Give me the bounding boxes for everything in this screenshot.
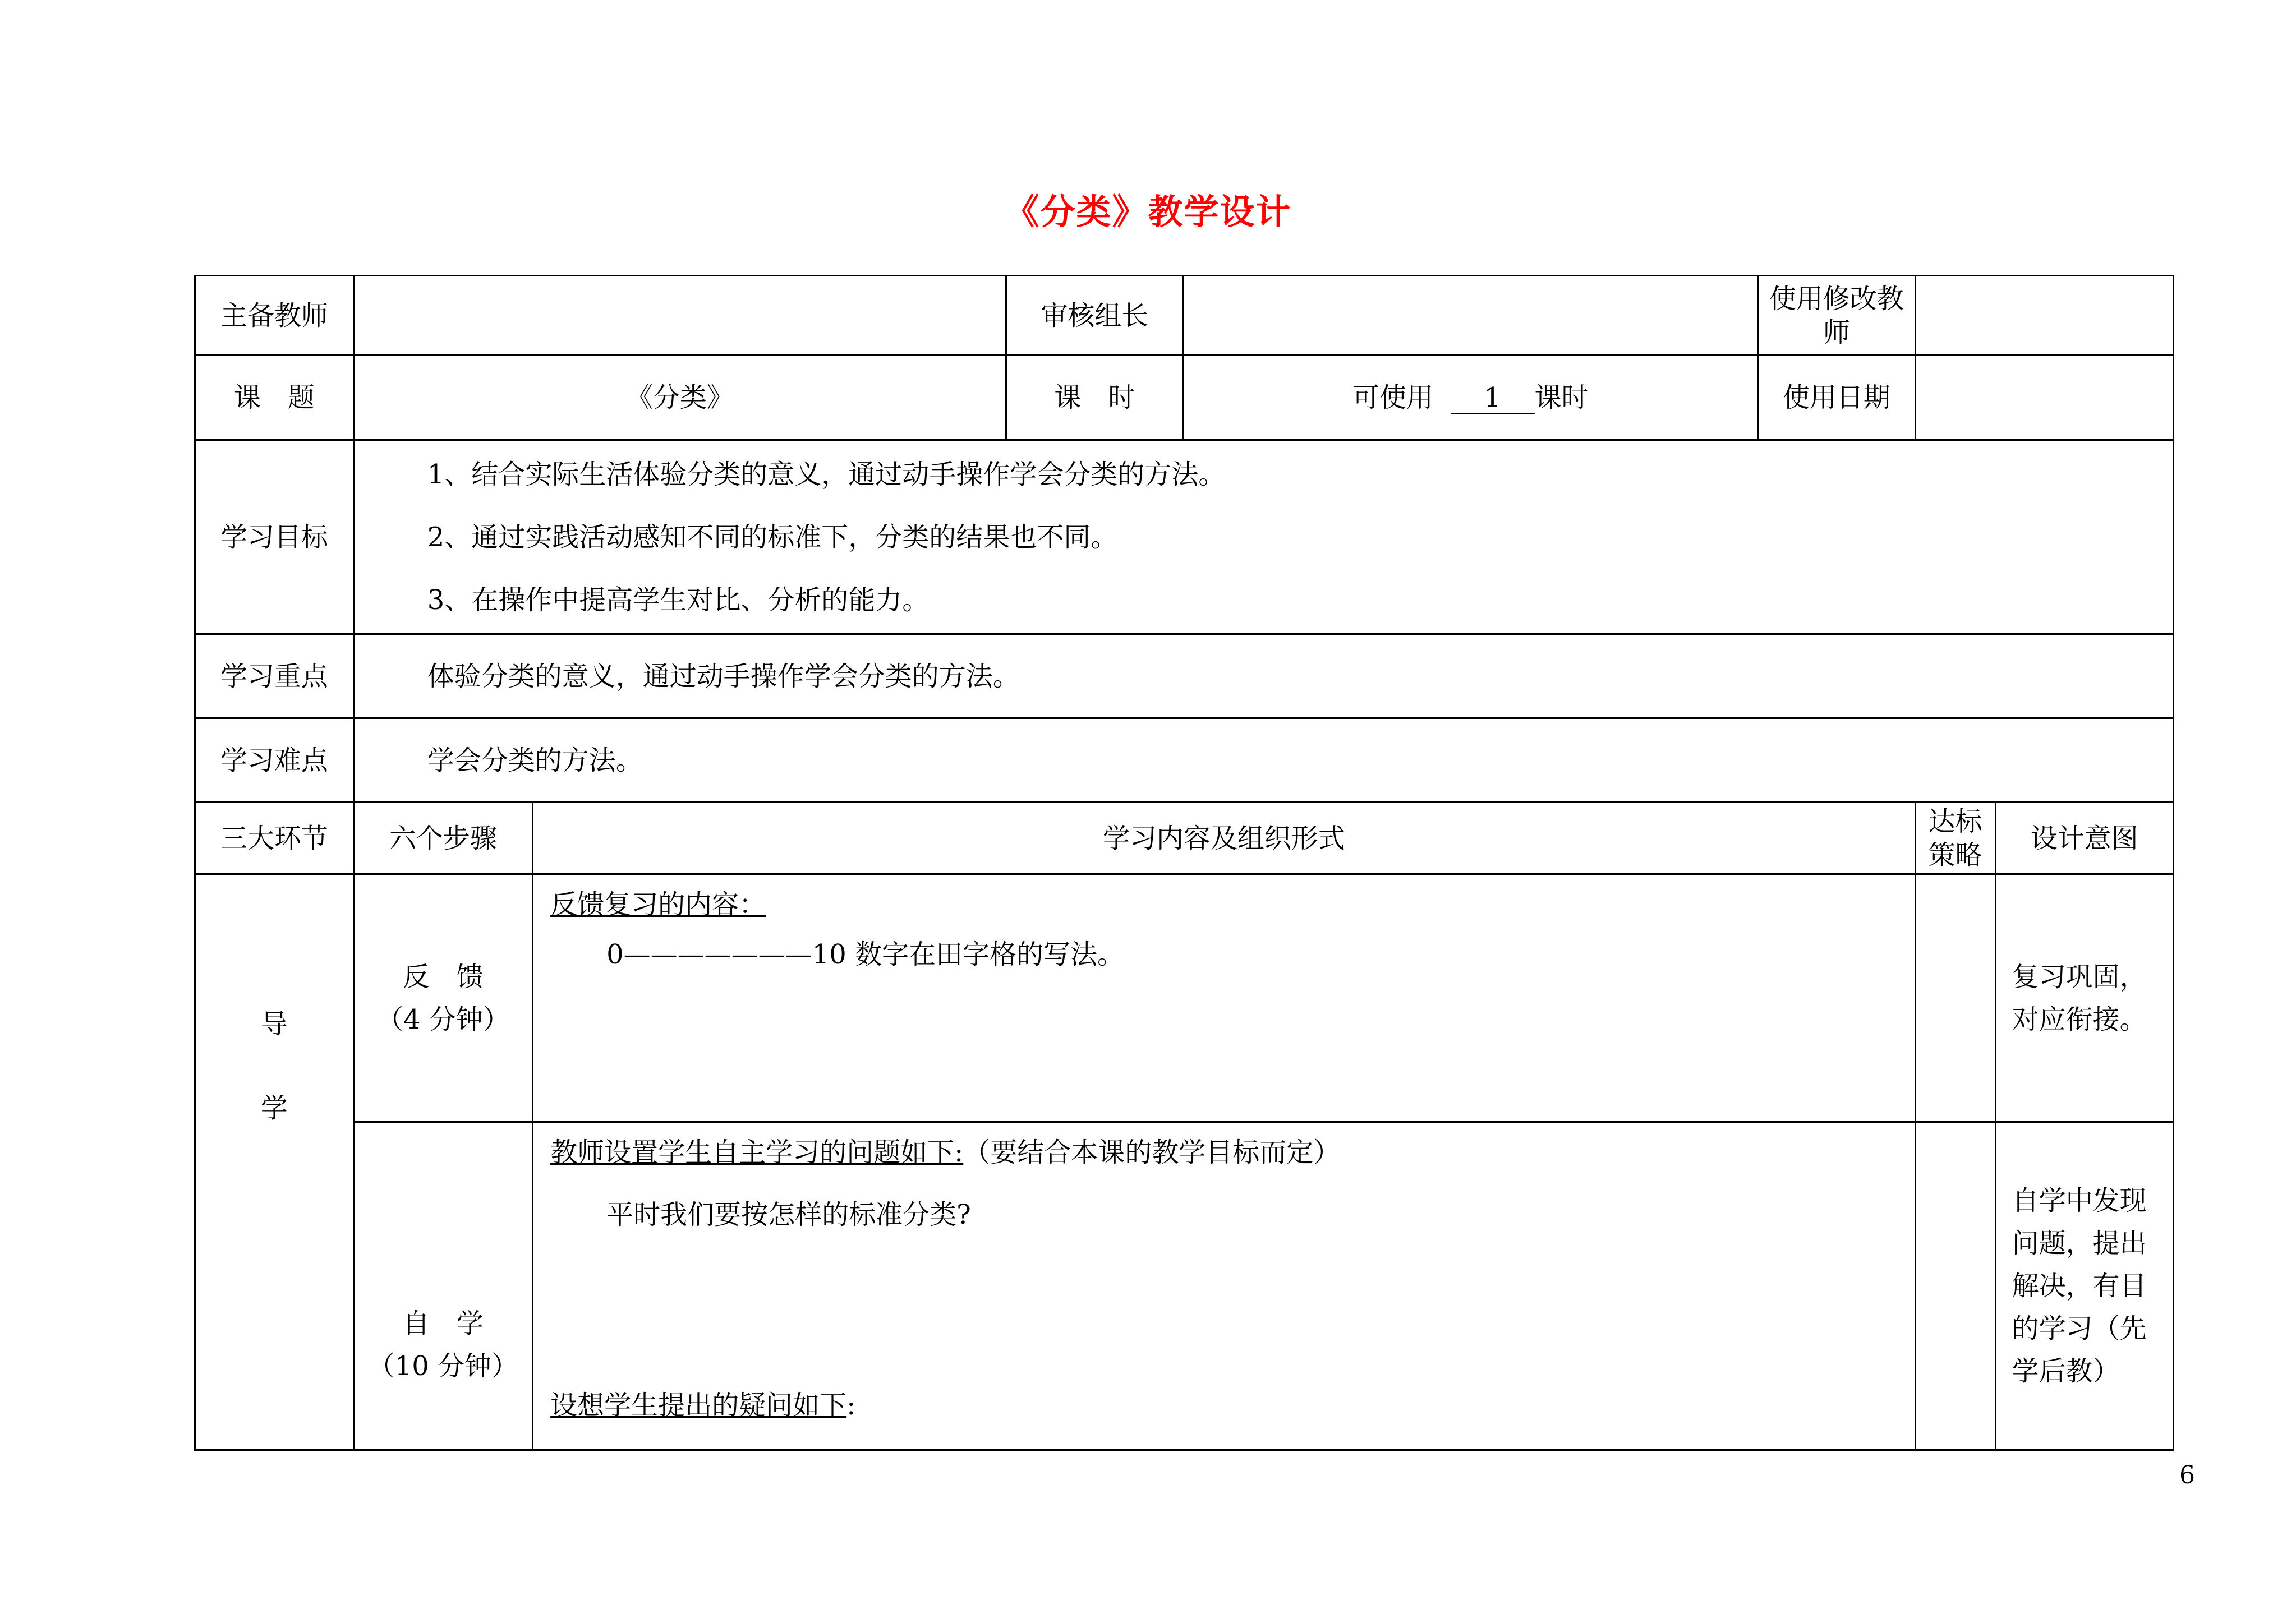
objective-item: 3、在操作中提高学生对比、分析的能力。 bbox=[427, 584, 930, 616]
selfstudy-step-name: 自 学 bbox=[402, 1308, 484, 1339]
col-step-header: 六个步骤 bbox=[353, 803, 532, 874]
lesson-plan-table bbox=[194, 275, 2174, 1451]
key-point-label: 学习重点 bbox=[195, 634, 354, 718]
student-question-heading: 设想学生提出的疑问如下 bbox=[550, 1390, 847, 1421]
modifier-value[interactable] bbox=[1915, 276, 2173, 356]
main-teacher-label: 主备教师 bbox=[195, 276, 354, 356]
objectives-label: 学习目标 bbox=[195, 440, 354, 634]
feedback-step-time: （4 分钟） bbox=[376, 1003, 510, 1035]
document-title: 《分类》教学设计 bbox=[1004, 191, 1292, 232]
stage-guide bbox=[195, 874, 354, 1450]
selfstudy-content-heading-line bbox=[550, 1135, 1898, 1170]
date-label: 使用日期 bbox=[1758, 356, 1916, 440]
hours-suffix: 课时 bbox=[1534, 382, 1589, 413]
feedback-content bbox=[533, 874, 1916, 1122]
objective-item: 2、通过实践活动感知不同的标准下，分类的结果也不同。 bbox=[427, 521, 1118, 553]
selfstudy-step bbox=[353, 1122, 532, 1450]
col-stage-header: 三大环节 bbox=[195, 803, 354, 874]
selfstudy-step-time: （10 分钟） bbox=[367, 1350, 519, 1382]
topic-value: 《分类》 bbox=[353, 356, 1006, 440]
feedback-row bbox=[195, 874, 2174, 1122]
selfstudy-row bbox=[195, 1122, 2174, 1450]
col-content-header: 学习内容及组织形式 bbox=[533, 803, 1916, 874]
feedback-content-heading: 反馈复习的内容： bbox=[550, 889, 766, 920]
key-point-value: 体验分类的意义，通过动手操作学会分类的方法。 bbox=[353, 634, 2173, 718]
col-intent-header: 设计意图 bbox=[1995, 803, 2173, 874]
col-strategy-header: 达标策略 bbox=[1915, 803, 1995, 874]
stage-guide-char: 学 bbox=[260, 1092, 288, 1124]
selfstudy-question: 平时我们要按怎样的标准分类? bbox=[606, 1199, 971, 1230]
stage-guide-char: 导 bbox=[260, 1008, 288, 1040]
page-number: 6 bbox=[2179, 1461, 2195, 1490]
hours-cell bbox=[1183, 356, 1758, 440]
objectives-list bbox=[353, 440, 2173, 634]
modifier-label: 使用修改教师 bbox=[1758, 276, 1916, 356]
selfstudy-content-heading: 教师设置学生自主学习的问题如下: bbox=[550, 1137, 964, 1168]
reviewer-label: 审核组长 bbox=[1006, 276, 1183, 356]
difficulty-row bbox=[195, 718, 2174, 803]
objectives-row bbox=[195, 440, 2174, 634]
topic-label: 课 题 bbox=[195, 356, 354, 440]
student-question-colon: : bbox=[846, 1390, 856, 1421]
header-row bbox=[195, 276, 2174, 356]
selfstudy-intent: 自学中发现问题，提出解决，有目的学习（先学后教） bbox=[1995, 1122, 2173, 1450]
lesson-row bbox=[195, 356, 2174, 440]
difficulty-value: 学会分类的方法。 bbox=[353, 718, 2173, 803]
feedback-step-name: 反 馈 bbox=[402, 961, 484, 993]
key-point-row bbox=[195, 634, 2174, 718]
main-teacher-value[interactable] bbox=[353, 276, 1006, 356]
hours-value: 1 bbox=[1451, 383, 1535, 414]
feedback-intent: 复习巩固，对应衔接。 bbox=[1995, 874, 2173, 1122]
hours-prefix: 可使用 bbox=[1352, 382, 1433, 413]
selfstudy-content-note: （要结合本课的教学目标而定） bbox=[963, 1137, 1341, 1168]
feedback-strategy bbox=[1915, 874, 1995, 1122]
student-question-heading-line bbox=[550, 1389, 1898, 1422]
feedback-content-line: 0———————10 数字在田字格的写法。 bbox=[606, 939, 1124, 970]
column-header-row bbox=[195, 803, 2174, 874]
selfstudy-content bbox=[533, 1122, 1916, 1450]
date-value[interactable] bbox=[1915, 356, 2173, 440]
reviewer-value[interactable] bbox=[1183, 276, 1758, 356]
hours-label: 课 时 bbox=[1006, 356, 1183, 440]
difficulty-label: 学习难点 bbox=[195, 718, 354, 803]
objective-item: 1、结合实际生活体验分类的意义，通过动手操作学会分类的方法。 bbox=[427, 458, 1226, 490]
selfstudy-strategy bbox=[1915, 1122, 1995, 1450]
feedback-step bbox=[353, 874, 532, 1122]
